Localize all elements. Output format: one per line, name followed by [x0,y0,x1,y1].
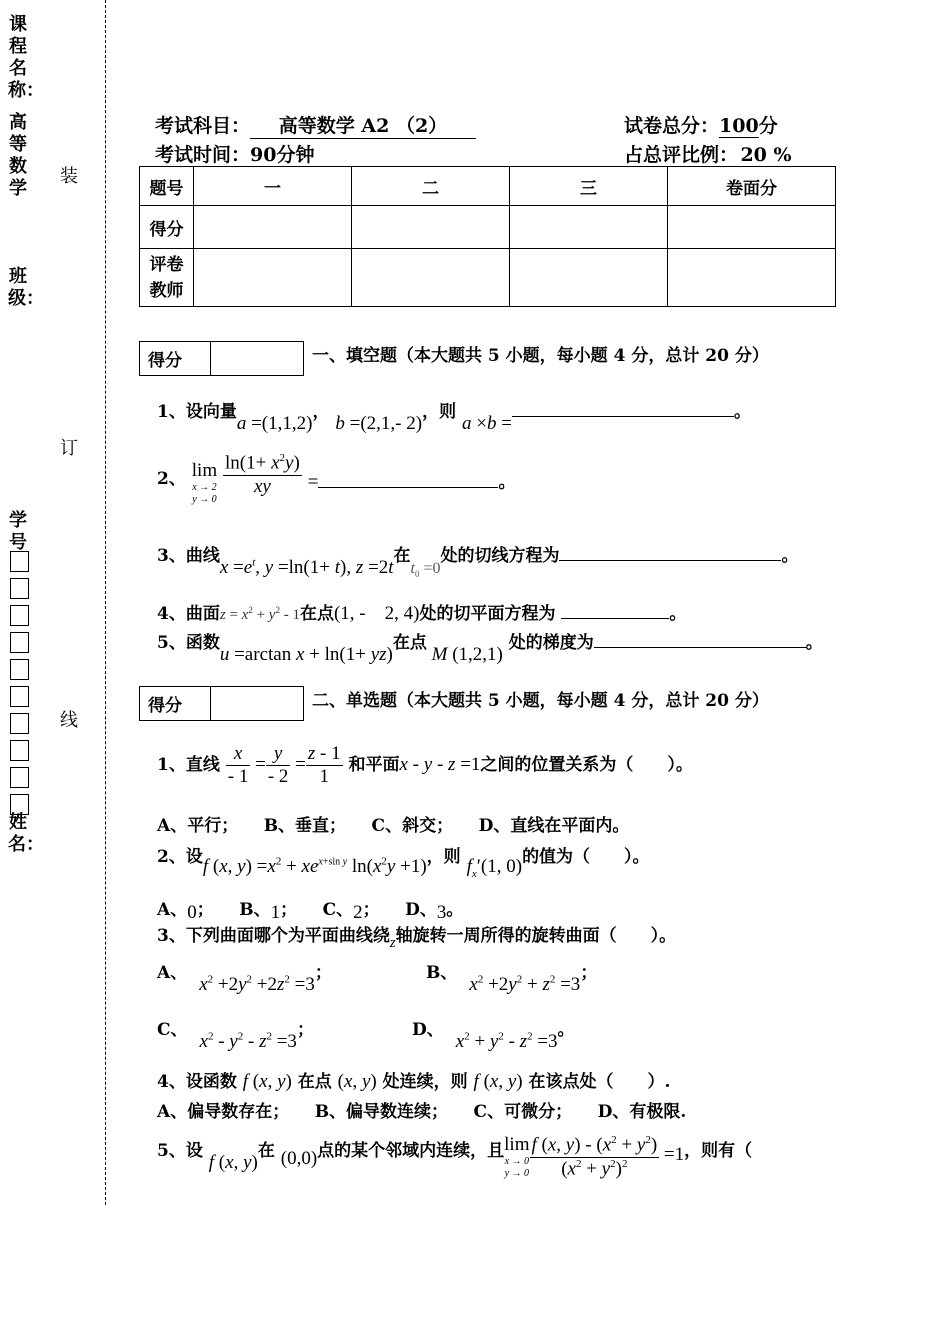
s2-q3-option-a: A、$x^2 +2y^2 +2z^2 =3$； [157,963,332,995]
subject-label: 考试科目： [155,115,251,137]
score-cell[interactable] [510,206,668,249]
time-label: 考试时间： [155,144,251,166]
s1-q3-blank[interactable] [559,560,781,561]
s1-q4-blank[interactable] [561,618,669,619]
student-id-box[interactable] [10,659,29,680]
course-name: 高等数学 [9,112,27,199]
binding-xian: 线 [60,710,78,731]
ratio-value: 20 % [738,144,794,167]
section1-score-box [139,341,304,376]
s1-q5: 5、函数u =arctan x + ln(1+ yz)在点 M (1,2,1) 处的梯度为 。 [157,633,823,665]
s2-q5: 5、设 f (x, y)在 (0,0)点的某个邻域内连续，且 lim x → 0 y → 0 $\frac{f (x, y) - (x^2 + y^2)}{(x^2 + y^2)^2}$ =1，则有（ [157,1134,753,1179]
ratio-label: 占总评比例： [624,144,739,166]
s2-q3: 3、下列曲面哪个为平面曲线绕z轴旋转一周所得的旋转曲面（ ）。 [157,926,677,951]
binding-ding: 订 [60,438,78,459]
course-label: 课程名称： [8,14,44,101]
student-id-box[interactable] [10,713,29,734]
score-header-tihao: 题号 [140,167,194,206]
s2-q3-option-b: B、$x^2 +2y^2 + z^2 =3$； [426,963,598,995]
total-score-line [624,111,778,138]
s1-q2-blank[interactable] [318,487,498,488]
score-table [139,166,836,307]
s2-q4-options: A、偏导数存在； B、偏导数连续； C、可微分； D、有极限. [157,1102,687,1122]
score-header-2: 二 [352,167,510,206]
score-header-1: 一 [194,167,352,206]
student-id-box[interactable] [10,686,29,707]
section1-score-input[interactable] [211,342,303,375]
s1-q5-blank[interactable] [594,647,806,648]
s2-q4: 4、设函数 f (x, y) 在点 (x, y) 处连续，则 f (x, y) 在该点处（ ）. [157,1071,671,1092]
section2-score-label: 得分 [140,687,211,720]
s1-q3: 3、曲线$x =e^t$, y =ln(1+ t), z =2t在$t_0 =0$处的切线方程为 。 [157,546,799,580]
student-id-box[interactable] [10,740,29,761]
subject-value: 高等数学 A2 （2） [250,111,476,139]
score-header-3: 三 [510,167,668,206]
score-cell[interactable] [668,206,836,249]
s2-q2: 2、设f (x, $y) =x^2 + xe^{x+sin y}$ $\ln(x^2y +1)$，则 $f_x'(1$, 0)的值为（ ）。 [157,847,650,880]
student-id-box[interactable] [10,605,29,626]
s1-q1-blank[interactable] [512,416,734,417]
binding-zhuang: 装 [60,166,78,187]
total-label: 试卷总分： [624,115,720,137]
time-line [155,140,314,167]
s1-q4: 4、曲面$z = x^2 + y^2 - 1$在点(1, - 2, 4)处的切平面方程为 。 [157,603,687,624]
s2-q3-option-d: D、$x^2 + y^2 - z^2 =3$。 [412,1020,575,1052]
time-unit: 分钟 [276,144,315,166]
student-id-boxes [9,551,29,821]
section2-title: 二、单选题（本大题共 5 小题，每小题 4 分，总计 20 分） [312,691,769,711]
binding-dashed-line [105,0,106,1205]
grader-row-label: 评卷 教师 [140,249,194,307]
total-unit: 分 [758,115,778,137]
ratio-line [624,140,794,167]
s1-q2: 2、 lim x → 2 y → 0 $\frac{\ln(1+ x^2y)}{xy}$ = 。 [157,452,516,505]
grader-cell[interactable] [352,249,510,307]
name-label: 姓名： [8,812,44,855]
s2-q3-option-c: C、$x^2 - y^2 - z^2 =3$； [157,1020,314,1052]
class-label: 班级： [8,266,44,309]
student-id-box[interactable] [10,632,29,653]
section1-score-label: 得分 [140,342,211,375]
student-id-box[interactable] [10,551,29,572]
total-value: 100 [719,115,759,137]
score-cell[interactable] [352,206,510,249]
grader-cell[interactable] [194,249,352,307]
s2-q1-options: A、平行； B、垂直； C、斜交； D、直线在平面内。 [157,816,630,836]
student-id-box[interactable] [10,767,29,788]
score-cell[interactable] [194,206,352,249]
section1-title: 一、填空题（本大题共 5 小题，每小题 4 分，总计 20 分） [312,346,769,366]
section2-score-box [139,686,304,721]
student-id-box[interactable] [10,578,29,599]
grader-cell[interactable] [668,249,836,307]
grader-cell[interactable] [510,249,668,307]
s1-q1: 1、设向量a =(1,1,2)， b =(2,1,- 2)，则 a ×b =。 [157,402,751,434]
score-header-total: 卷面分 [668,167,836,206]
score-row-label: 得分 [140,206,194,249]
s2-q2-options: A、0； B、1； C、2； D、3。 [157,900,464,923]
subject-line [155,111,476,139]
s2-q1: 1、直线 $\frac{x}{- 1}$ = $\frac{y}{- 2}$ = $\frac{z - 1}{1}$ 和平面x - y - z =1之间的位置关系为（ ）。 [157,743,693,787]
student-id-label: 学号 [9,510,27,553]
time-value: 90 [250,144,277,166]
section2-score-input[interactable] [211,687,303,720]
